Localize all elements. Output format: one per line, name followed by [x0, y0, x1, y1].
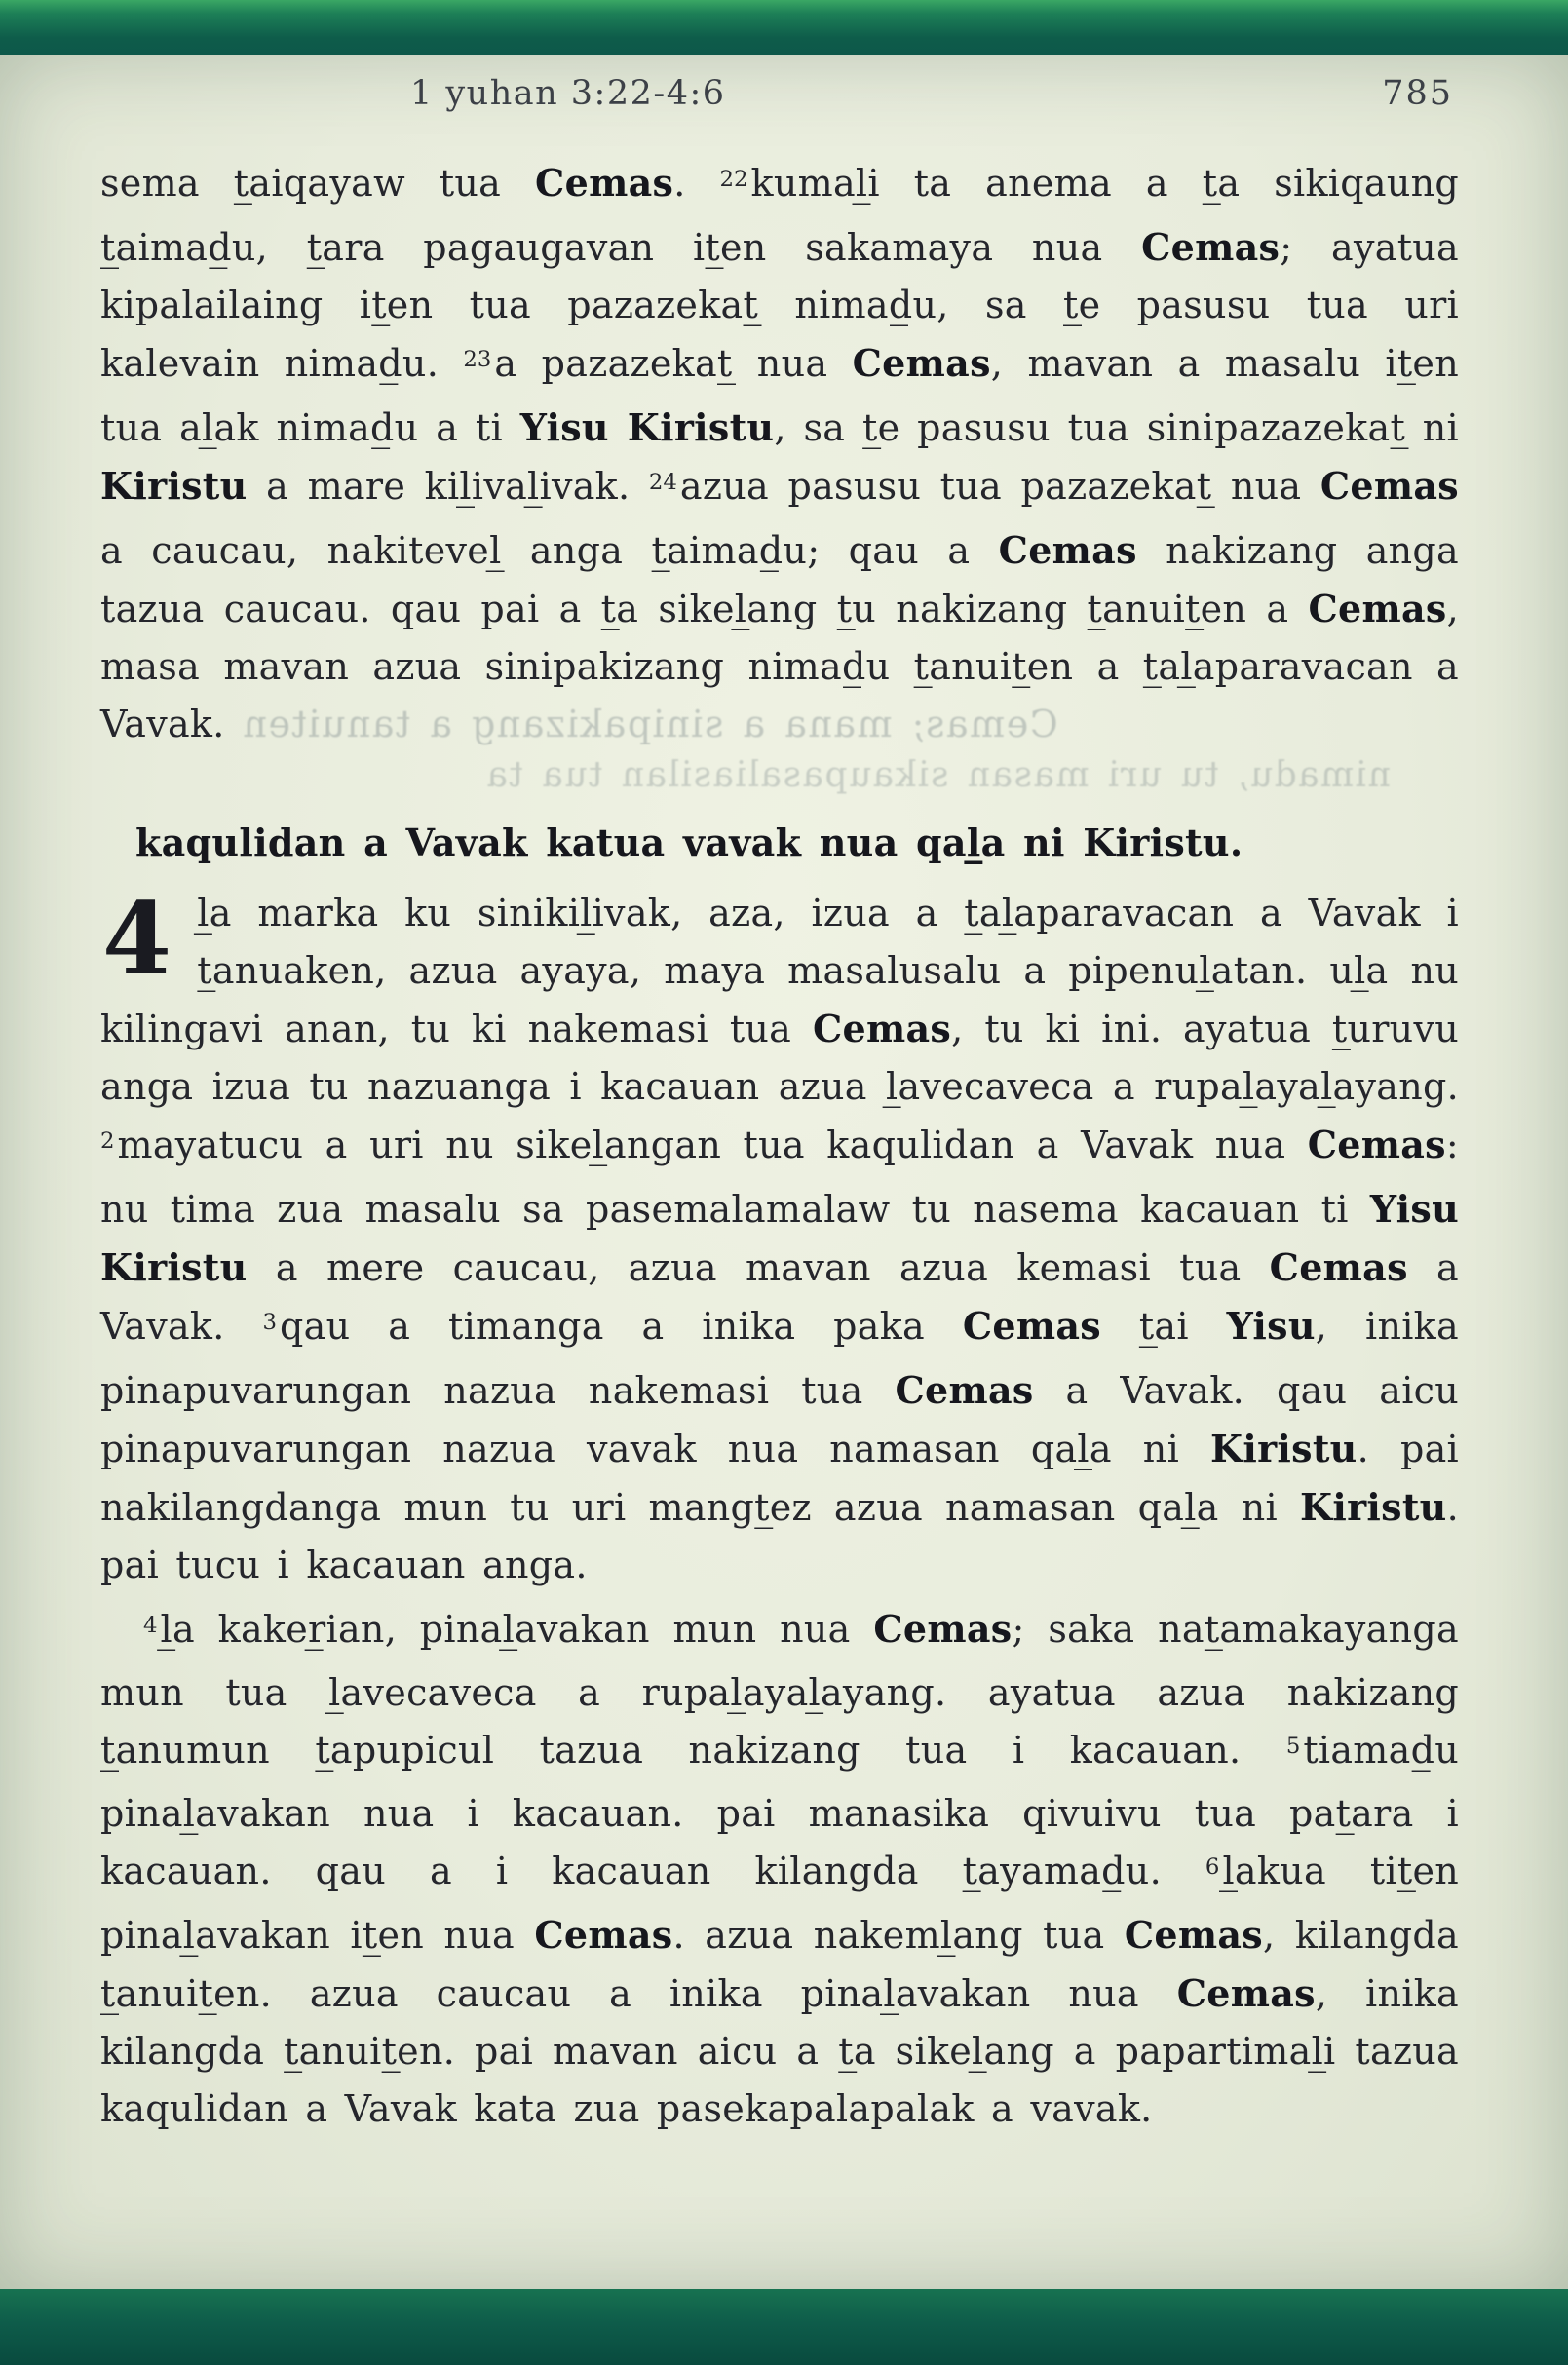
page-number: 785 [1382, 74, 1453, 113]
bleedthrough-text: nimadu, tu uri masan sikaupasaliasilan tua ta [485, 755, 1391, 795]
book-edge-bottom [0, 2289, 1568, 2365]
body-text [100, 154, 1459, 2138]
paragraph-verse-4: $^4$l̲a kaker̲ian, pinal̲avakan mun nua Cemas; saka nat̲amakayanga mun tua l̲avecaveca a rupal̲ayal̲ayang. ayatua azua nakizang t̲anumun t̲apupicul tazua nakizang tua i kacauan. $^5$tiamad̲u pinal̲avakan nua i kacauan. pai manasika qivuivu tua pat̲ara i kacauan. qau a i kacauan kilangda t̲ayamad̲u. $^6$l̲akua tit̲en pinal̲avakan it̲en nua Cemas. azua nakeml̲ang tua Cemas, kilangda t̲anuit̲en. azua caucau a inika pinal̲avakan nua Cemas, inika kilangda t̲anuit̲en. pai mavan aicu a t̲a sikel̲ang a papartimal̲i tazua kaqulidan a Vavak kata zua pasekapalapalak a vavak. [100, 1607, 1460, 2130]
paragraph-chapter-4 [100, 881, 1460, 1594]
paragraph-chapter-4-text: l̲a marka ku sinikil̲ivak, aza, izua a t̲al̲aparavacan a Vavak i t̲anuaken, azua ayaya, maya masalusalu a pipenul̲atan. ul̲a nu kilingavi anan, tu ki nakemasi tua Cemas, tu ki ini. ayatua t̲uruvu anga izua tu nazuanga i kacauan azua l̲avecaveca a rupal̲ayal̲ayang. $^2$mayatucu a uri nu sikel̲angan tua kaqulidan a Vavak nua Cemas: nu tima zua masalu sa pasemalamalaw tu nasema kacauan ti Yisu Kiristu a mere caucau, azua mavan azua kemasi tua Cemas a Vavak. $^3$qau a timanga a inika paka Cemas t̲ai Yisu, inika pinapuvarungan nazua nakemasi tua Cemas a Vavak. qau aicu pinapuvarungan nazua vavak nua namasan qal̲a ni Kiristu. pai nakilangdanga mun tu uri mangt̲ez azua namasan qal̲a ni Kiristu. pai tucu i kacauan anga. [100, 892, 1460, 1586]
book-edge-top [0, 0, 1568, 55]
page-header [100, 74, 1461, 121]
paragraph-continuation: sema t̲aiqayaw tua Cemas. $^{22}$kumal̲i ta anema a t̲a sikiqaung t̲aimad̲u, t̲ara pagaugavan it̲en sakamaya nua Cemas; ayatua kipalailaing it̲en tua pazazekat̲ nimad̲u, sa t̲e pasusu tua uri kalevain nimad̲u. $^{23}$a pazazekat̲ nua Cemas, mavan a masalu it̲en tua al̲ak nimad̲u a ti Yisu Kiristu, sa t̲e pasusu tua sinipazazekat̲ ni Kiristu a mare kil̲ival̲ivak. $^{24}$azua pasusu tua pazazekat̲ nua Cemas a caucau, nakitevel̲ anga t̲aimad̲u; qau a Cemas nakizang anga tazua caucau. qau pai a t̲a sikel̲ang t̲u nakizang t̲anuit̲en a Cemas, masa mavan azua sinipakizang nimad̲u t̲anuit̲en a t̲al̲aparavacan a Vavak. Cemas; mana a sinipakizang a tanuiten [100, 161, 1460, 745]
chapter-number-dropcap: 4 [102, 881, 172, 998]
verse-reference: 1 yuhan 3:22-4:6 [410, 74, 726, 113]
section-heading: kaqulidan a Vavak katua vavak nua qal̲a ni Kiristu. [135, 820, 1243, 864]
